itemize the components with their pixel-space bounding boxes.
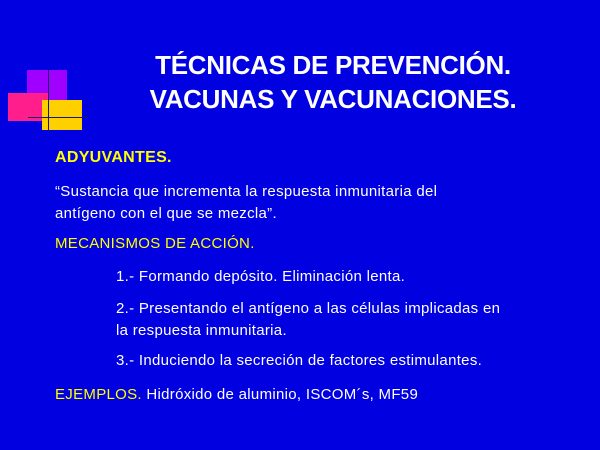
mechanism-item-3: 3.- Induciendo la secreción de factores estimulantes. [116,352,483,369]
definition-line-2: antígeno con el que se mezcla”. [55,205,277,222]
mechanism-item-2-line-1: 2.- Presentando el antígeno a las células implicadas en [116,300,501,317]
decorative-squares-logo [0,0,90,140]
examples-label: EJEMPLOS. [55,386,142,403]
mechanism-item-1: 1.- Formando depósito. Eliminación lenta. [116,268,406,285]
slide-title-line-1: TÉCNICAS DE PREVENCIÓN. [155,50,511,80]
logo-vertical-line [48,70,49,132]
slide-title [118,48,548,116]
adyuvantes-heading: ADYUVANTES. [55,149,172,166]
mechanism-item-2 [116,298,500,342]
slide-title-line-2: VACUNAS Y VACUNACIONES. [149,84,517,114]
definition-text [55,181,437,225]
definition-line-1: “Sustancia que incrementa la respuesta inmunitaria del [55,183,438,200]
mechanism-item-2-line-2: la respuesta inmunitaria. [116,322,287,339]
examples-line [55,384,418,406]
examples-text: Hidróxido de aluminio, ISCOM´s, MF59 [141,386,419,403]
mechanisms-heading: MECANISMOS DE ACCIÓN. [55,235,255,252]
logo-horizontal-line [28,117,88,118]
